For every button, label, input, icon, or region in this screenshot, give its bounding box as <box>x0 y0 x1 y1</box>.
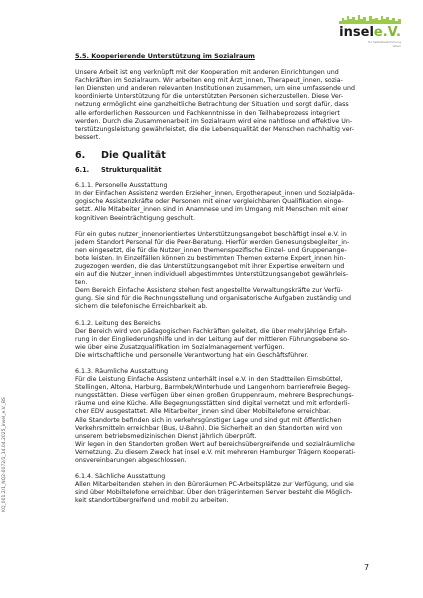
chapter-heading <box>75 149 367 161</box>
subsection-paragraph <box>75 190 367 222</box>
document-body <box>75 52 367 514</box>
text-line: räume und eine Küche. Alle Begegnungsstätten sind digital vernetzt und mit erforderli- <box>75 400 350 408</box>
text-line: sichern die telefonische Erreichbarkeit ab. <box>75 303 208 311</box>
text-line: zugezogen werden, die das Unterstützungsangebot mit ihrer Expertise erweitern und <box>75 262 345 270</box>
subsection-peer-counselling <box>75 231 367 312</box>
page-number: 7 <box>364 563 370 572</box>
text-line: koordinierte Unterstützung für die unterstützten Personen sicherzustellen. Diese Ver- <box>75 93 344 101</box>
subsection-heading: 6.1.2. Leitung des Bereichs <box>75 319 161 327</box>
text-line: setzt. Alle Mitabeiter_innen sind in Anamnese und im Umgang mit Menschen mit einer <box>75 206 349 214</box>
subchapter-title: Strukturqualität <box>101 166 162 175</box>
text-line: onsvereinbarungen abgeschlossen. <box>75 457 187 465</box>
subsection-paragraph <box>75 231 367 312</box>
text-line: Der Bereich wird von pädagogischen Fachkräften geleitet, die über mehrjährige Erfah- <box>75 327 348 335</box>
skyline-icon <box>339 14 401 24</box>
text-line: len Diensten und anderen relevanten Institutionen zusammen, um eine umfassende und <box>75 85 355 93</box>
logo <box>339 14 401 50</box>
subsection-paragraph <box>75 328 367 360</box>
subsection-heading: 6.1.3. Räumliche Ausstattung <box>75 368 169 375</box>
text-line: keit standortübergreifend und mobil zu arbeiten. <box>75 497 229 505</box>
text-line: wie über eine Zusatzqualifikation im Sozialmanagement verfügen. <box>75 343 285 351</box>
chapter-number: 6. <box>75 149 86 161</box>
subchapter-number: 6.1. <box>75 166 90 175</box>
section-title: 5.5. Kooperierende Unterstützung im Sozialraum <box>75 52 255 60</box>
text-line: gogische Assistenzkräfte oder Personen mit einer vergleichbaren Qualifikation einge- <box>75 198 344 206</box>
subsection-premises <box>75 368 367 465</box>
text-line: kognitiven Beeinträchtigung geschult. <box>75 214 196 222</box>
text-line: Die wirtschaftliche und personelle Verantwortung hat ein Geschäftsführer. <box>75 351 309 359</box>
subsection-equipment <box>75 473 367 505</box>
text-line: netzung ermöglicht eine ganzheitliche Betrachtung der Situation und sorgt dafür, dass <box>75 101 349 109</box>
text-line: ten. <box>75 279 88 287</box>
text-line: Verkehrsmitteln erreichbar (Bus, U-Bahn). Die Sicherheit an den Standorten wird von <box>75 424 343 432</box>
subsection-paragraph <box>75 376 367 465</box>
text-line: Alle Standorte befinden sich in verkehrsgünstiger Lage und sind gut mit öffentlichen <box>75 416 342 424</box>
section-paragraph <box>75 69 367 142</box>
text-line: nungsstätten. Diese verfügen über einen großen Gruppenraum, mehrere Besprechungs- <box>75 392 354 400</box>
logo-name: insel <box>339 25 374 40</box>
subchapter-heading <box>75 166 367 174</box>
text-line: bote leisten. In Einzelfällen können zu bestimmten Themen externe Expert_innen hin- <box>75 254 346 262</box>
text-line: cher EDV ausgestattet. Alle Mitarbeiter_innen sind über Mobiltelefone erreichbar. <box>75 408 331 416</box>
text-line: Stellingen, Altona, Harburg, Barmbek/Winterhude und Langenhorn barrierefreie Begeg- <box>75 384 351 392</box>
text-line: rung in der Eingliederungshilfe und in der Leitung auf der mittleren Führungsebene so- <box>75 335 350 343</box>
logo-tagline-line: leben <box>392 44 401 48</box>
text-line: nen eingesetzt, die für die Nutzer_innen themenspezifische Einzel- und Gruppenange- <box>75 246 347 254</box>
subsection-personnel <box>75 182 367 222</box>
text-line: bessert. <box>75 133 101 141</box>
subsection-management <box>75 320 367 360</box>
text-line: Allen Mitarbeitenden stehen in den Büroräumen PC-Arbeitsplätze zur Verfügung, und sie <box>75 481 354 489</box>
subsection-paragraph <box>75 481 367 505</box>
logo-tagline <box>368 40 401 48</box>
text-line: Für ein gutes nutzer_innenorientiertes Unterstützungsangebot beschäftigt insel e.V. in <box>75 230 347 238</box>
text-line: Fachkräften im Sozialraum. Wir arbeiten eng mit Ärzt_innen, Therapeut_innen, sozia- <box>75 77 343 85</box>
text-line: gung. Sie sind für die Rechnungsstellung und organisatorische Aufgaben zuständig und <box>75 295 351 303</box>
text-line: Dem Bereich Einfache Assistenz stehen fest angestellte Verwaltungskräfte zur Verfü- <box>75 287 343 295</box>
text-line: unserem betriebsmedizinischen Dienst jährlich überprüft. <box>75 432 257 440</box>
chapter-title: Die Qualität <box>101 149 166 161</box>
text-line: terstützungsleistung gewährleistet, die die Lebensqualität der Menschen nachhaltig ver- <box>75 125 355 133</box>
text-line: werden. Durch die Zusammenarbeit im Sozialraum wird eine nahtlose und effektive Un- <box>75 117 353 125</box>
text-line: sind über Mobiltelefone erreichbar. Über den trägerinternen Server besteht die Möglich- <box>75 489 353 497</box>
logo-suffix: e.V. <box>373 25 401 40</box>
text-line: Wir legen in den Standorten großen Wert auf bereichsübergreifende und sozialräumliche <box>75 440 355 448</box>
text-line: Unsere Arbeit ist eng verknüpft mit der Kooperation mit anderen Einrichtungen und <box>75 69 339 77</box>
text-line: alle erforderlichen Ressourcen und Fachkenntnisse in den Teilhabeprozess integriert <box>75 109 340 117</box>
text-line: Vernetzung. Zu diesem Zweck hat insel e.V. mit mehreren Hamburger Trägern Kooperati- <box>75 448 356 456</box>
document-reference: KQ_001.2/1_NQ2-0072/1_14.04.2025_insel_e.V._BS <box>2 397 7 512</box>
text-line: ein auf die Nutzer_innen individuell abgestimmtes Unterstützungsangebot gewährleis- <box>75 271 349 279</box>
text-line: In der Einfachen Assistenz werden Erzieher_innen, Ergotherapeut_innen und Sozialpäda- <box>75 190 355 198</box>
subsection-heading: 6.1.1. Personelle Ausstattung <box>75 182 168 190</box>
logo-wordmark <box>339 26 401 39</box>
text-line: jedem Standort Personal für die Peer-Beratung. Hierfür werden Genesungsbegleiter_in- <box>75 238 350 246</box>
logo-tagline-line: für Selbstbestimmung <box>367 40 401 44</box>
subsection-heading: 6.1.4. Sächliche Ausstattung <box>75 473 166 481</box>
text-line: Für die Leistung Einfache Assistenz unterhält insel e.V. in den Stadtteilen Eimsbüttel, <box>75 376 343 384</box>
